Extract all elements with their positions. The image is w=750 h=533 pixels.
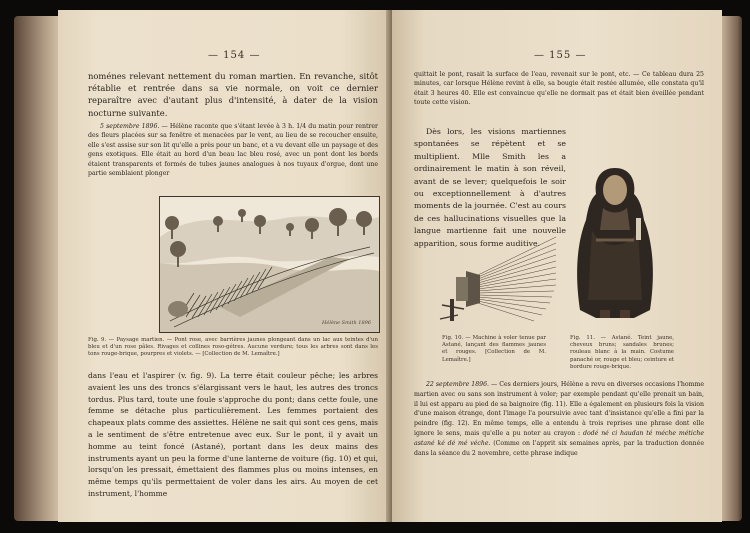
- figure-11-caption: Fig. 11. — Astané. Teint jaune, cheveux bruns; sandales brunes; rouleau blanc à la main. Costume panaché or, rouge et bleu; ceinture et bordure rouge-brique.: [570, 335, 674, 370]
- right-paragraph-3: 22 septembre 1896. — Ces derniers jours, Hélène a revu en diverses occasions l'homme martien avec ou sans son instrument à voler; par exemple pendant qu'elle prenait un bain, il lui est apparu au pied de sa baignoire (fig. 11). Elle a également en plusieurs fois la vision d'une maison étrange, dont l'image l'a poursuivie avec tant d'insistance qu'elle a fini par la peindre (fig. 12). En même temps, elle a entendu à trois reprises une phrase dont elle ignore le sens, mais qu'elle a pu noter au crayon : dodé né ci haudan té méche métiche astané ké dé mé véche. (Comme on l'apprit six semaines après, par la traduction donnée dans la séance du 2 novembre, cette phrase indique: [414, 381, 704, 457]
- left-paragraph-3: dans l'eau et l'aspirer (v. fig. 9). La terre était couleur pêche; les arbres avaient les uns des troncs s'élargissant vers le haut, les autres des troncs tordus. Plus tard, toute une foule s'approche du pont; dans cette foule, une femme se détache plus particulièrement. Les femmes portaient des chapeaux plats comme des assiettes. Hélène ne sait qui sont ces gens, mais a le sentiment de s'être entretenue avec eux. Sur le pont, il y avait un homme au teint foncé (Astané), portant dans les deux mains des instruments ayant un peu la forme d'une lanterne de voiture (fig. 10) et qui, lorsqu'on les pressait, émettaient des flammes plus ou moins intenses, en même temps qu'ils permettaient de voler dans les airs. Au moyen de cet instrument, l'homme: [88, 371, 378, 498]
- left-page: [58, 10, 392, 522]
- martian-phrase: dodé né ci haudan té méche métiche astané ké dé mé véche: [414, 429, 704, 447]
- right-paragraph-2: Dès lors, les visions martiennes spontanées se répètent et se multiplient. Mlle Smith les a ordinairement le matin à son réveil, avant de se lever; quelquefois le soir ou exceptionnellement à d'autres moments de la journée. C'est au cours de ces hallucinations visuelles que la langue martienne fait une nouvelle apparition, sous forme auditive.: [414, 127, 566, 248]
- date-5-septembre: 5 septembre 1896.: [100, 123, 160, 130]
- figure-9-martian-landscape: [159, 196, 380, 333]
- left-page-edges: [14, 16, 62, 521]
- open-book: [14, 8, 742, 528]
- right-page-edges: [720, 16, 742, 521]
- figure-11-astane: [570, 160, 660, 328]
- right-paragraph-1: quittait le pont, rasait la surface de l'eau, revenait sur le pont, etc. — Ce tableau dura 25 minutes, car lorsque Hélène revint à elle, sa bougie était restée allumée, elle constata qu'il était 3 heures 40. Elle est convaincue qu'elle ne dormait pas et était bien éveillée pendant toute cette vision.: [414, 71, 704, 107]
- figure-9-caption: Fig. 9. — Paysage martien. — Pont rose, avec barrières jaunes plongeant dans un lac aux teintes d'un bleu et d'un rose pâles. Rivages et collines roso-gétres. Aucune verdure; tous les arbres sont dans les tons rouge-brique, pourpres et violets. — [Collection de M. Lemaître.]: [88, 337, 378, 358]
- page-number-155: — 155 —: [534, 50, 587, 61]
- date-22-septembre: 22 septembre 1896.: [426, 381, 490, 388]
- left-paragraph-1: noménes relevant nettement du roman martien. En revanche, sitôt rétablie et rentrée dans sa vie normale, on voit ce dernier reparaître avec d'autant plus d'intensité, à dater de la vision nocturne suivante.: [88, 71, 378, 118]
- figure-10-flying-machine: [438, 235, 558, 335]
- figure-10-caption: Fig. 10. — Machine à voler tenue par Astané, lançant des flammes jaunes et rouges. [Collection de M. Lemaître.]: [442, 335, 546, 363]
- left-paragraph-2: 5 septembre 1896. — Hélène raconte que s'étant levée à 3 h. 1/4 du matin pour rentrer des fleurs placées sur sa fenêtre et menacées par le vent, au lieu de se recoucher ensuite, elle s'est assise sur son lit qu'elle a près pour un banc, et a vu devant elle un paysage et des gens exotiques. Elle était au bord d'un beau lac bleu rosé, avec un pont dont les bords étaient transparents et formés de tubes jaunes analogues à nos tuyaux d'orgue, dont une partie semblaient plonger: [88, 123, 379, 178]
- page-number-154: — 154 —: [208, 50, 261, 61]
- figure-9-signature: Hélène Smith 1896: [322, 320, 371, 326]
- right-page: [392, 10, 722, 522]
